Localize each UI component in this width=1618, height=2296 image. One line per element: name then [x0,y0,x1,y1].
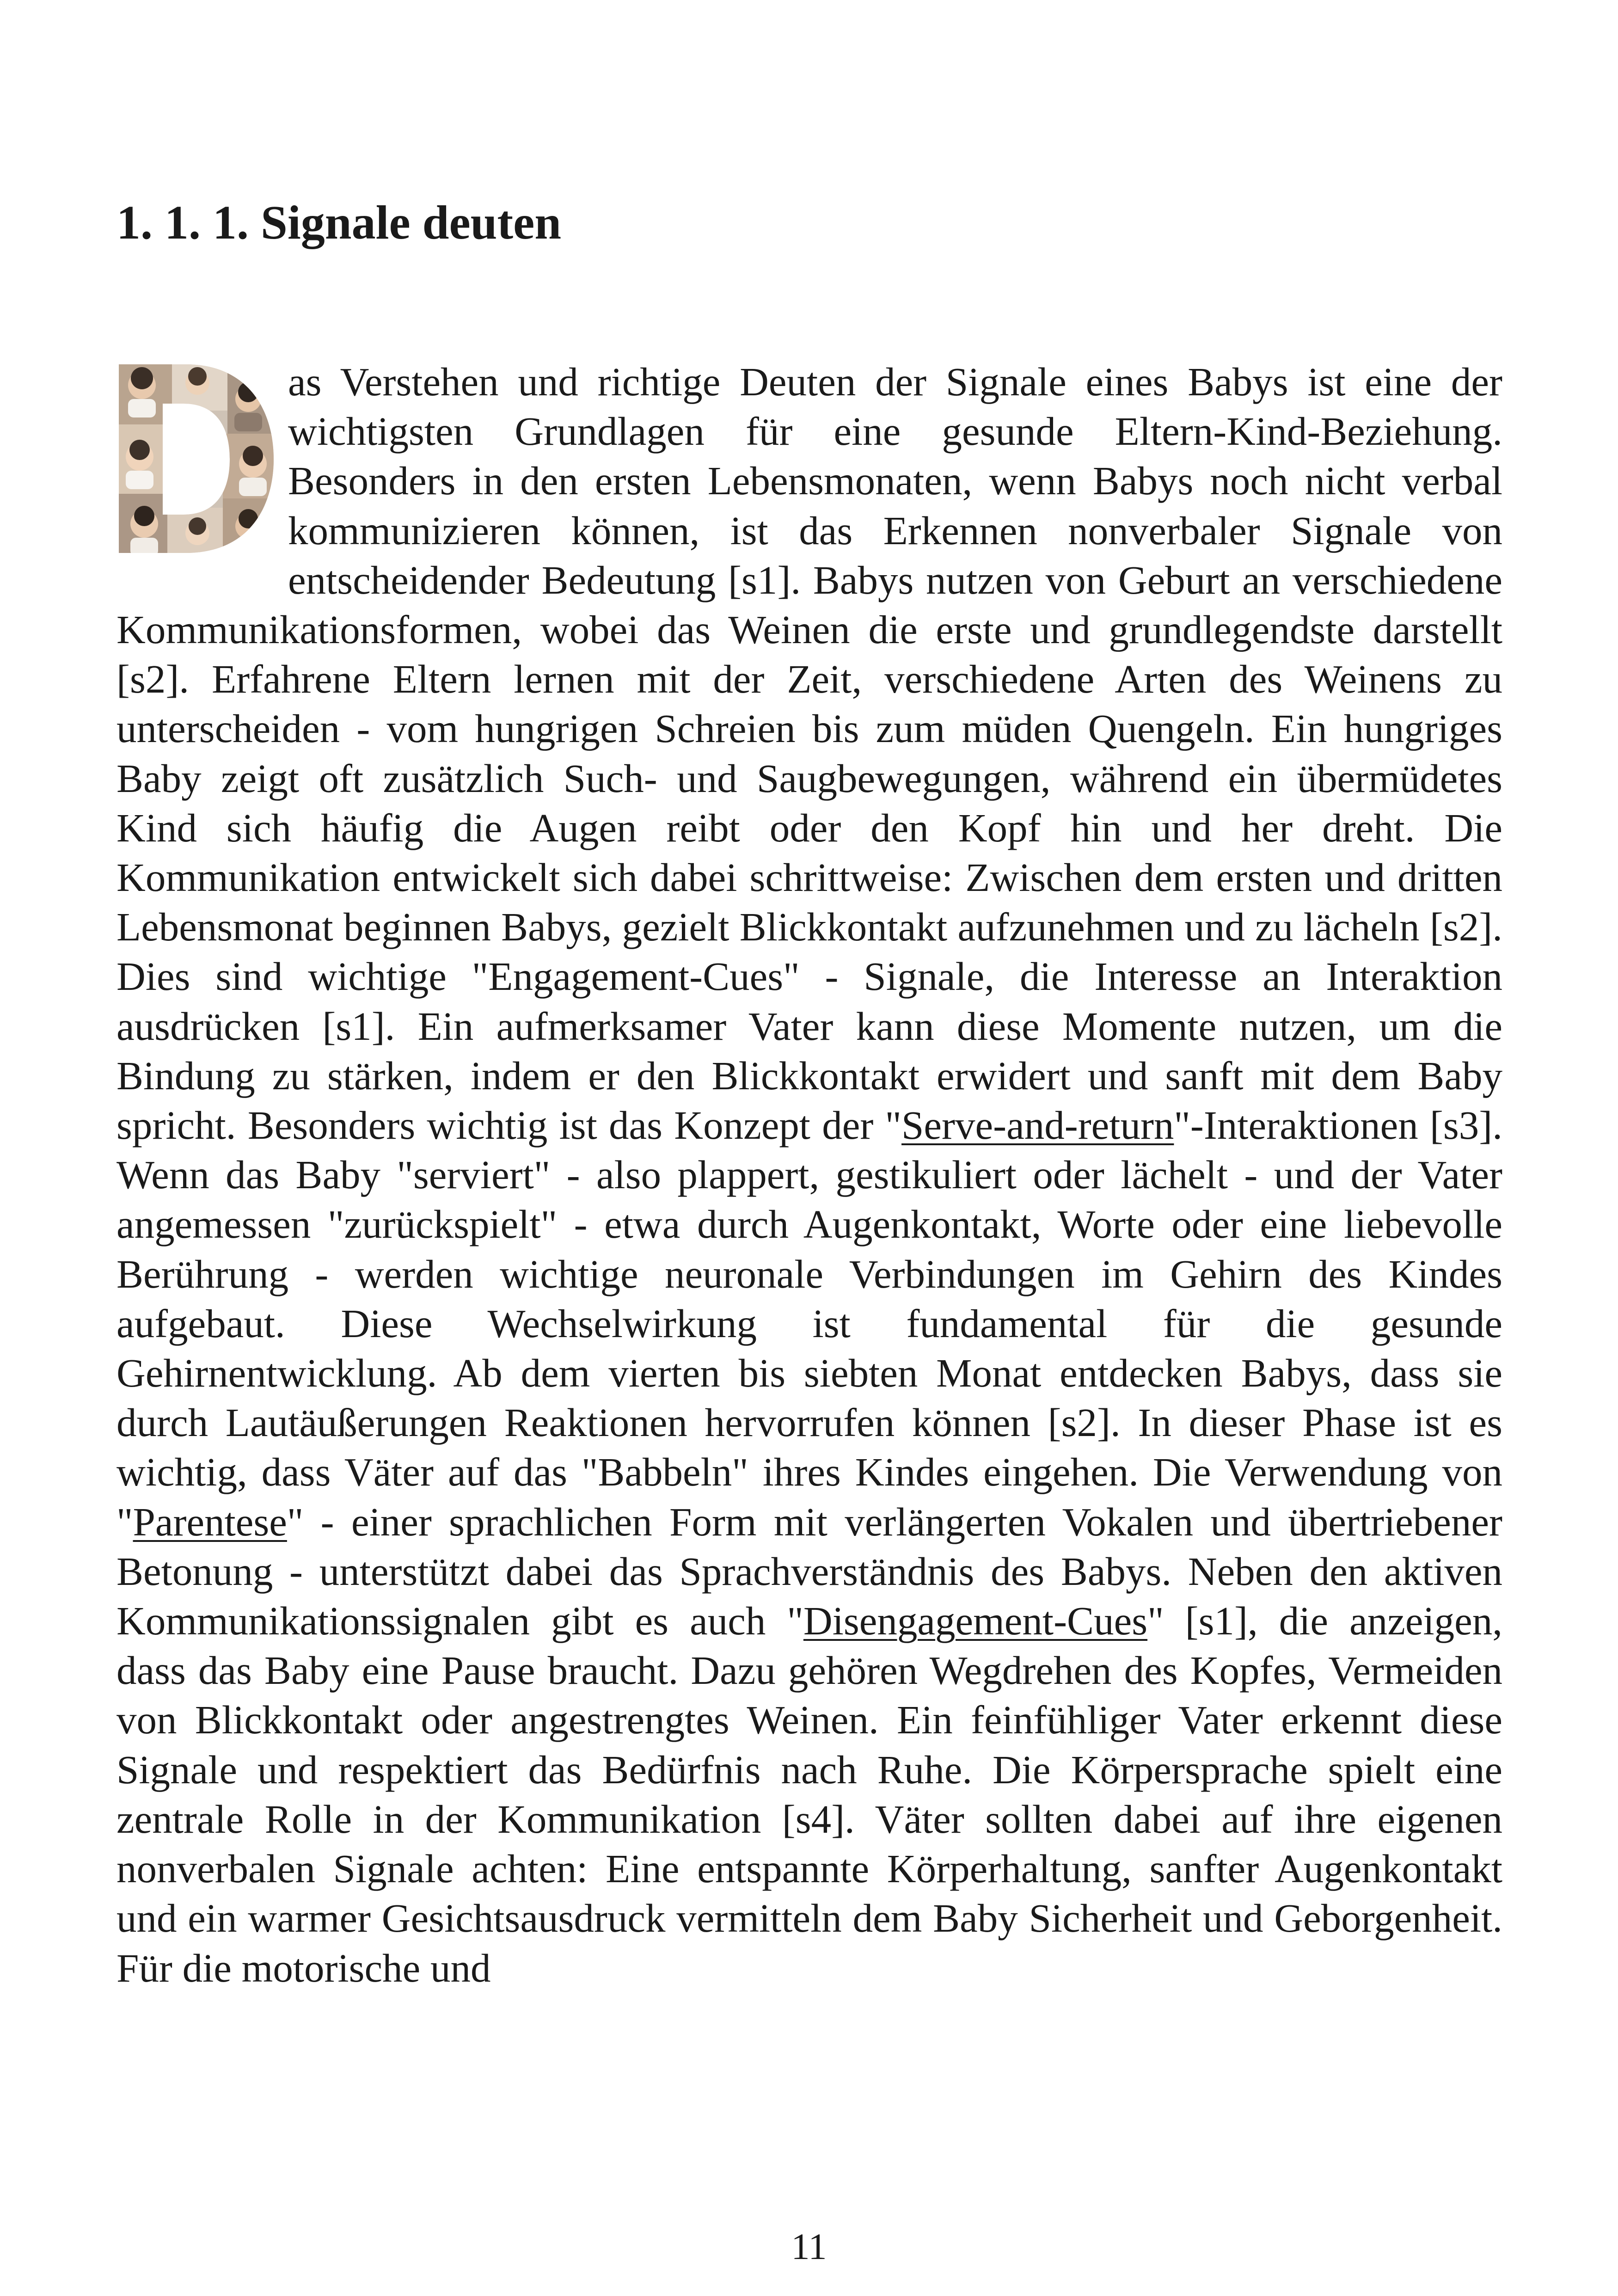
body-text-segment: " [s1], die anzeigen, dass das Baby eine Pause braucht. Dazu gehören Wegdrehen des Kopfes, Vermeiden von Blickkontakt oder angestrengtes Weinen. Ein feinfühliger Vater erkennt diese Signale und respektiert das Bedürfnis nach Ruhe. Die Körpersprache spielt eine zentrale Rolle in der Kommunikation [s4]. Väter sollten dabei auf ihre eigenen nonverbalen Signale achten: Eine entspannte Körperhaltung, sanfter Augenkontakt und ein warmer Gesichtsausdruck vermitteln dem Baby Sicherheit und Geborgenheit. Für die motorische und [116,1598,1502,1990]
serve-and-return-link[interactable]: Serve-and-return [901,1103,1174,1148]
section-heading: 1. 1. 1. Signale deuten [116,196,562,249]
body-text-segment: " - einer sprachlichen Form mit verlängerten Vokalen und übertriebener Betonung - unterstützt dabei das Sprachverständnis des Babys. Neben den aktiven Kommunikationssignalen gibt es auch " [116,1499,1502,1644]
body-text-segment: as Verstehen und richtige Deuten der Signale eines Babys ist eine der wichtigsten Grundlagen für eine gesunde Eltern-Kind-Beziehung. Besonders in den ersten Lebensmonaten, wenn Babys noch nicht verbal kommunizieren können, ist das Erkennen nonverbaler Signale von entscheidender Bedeutung [s1]. Babys nutzen von Geburt an verschiedene Kommunikationsformen, wobei das Weinen die erste und grundlegendste darstellt [s2]. Erfahrene Eltern lernen mit der Zeit, verschiedene Arten des Weinens zu unterscheiden - vom hungrigen Schreien bis zum müden Quengeln. Ein hungriges Baby zeigt oft zusätzlich Such- und Saugbewegungen, während ein übermüdetes Kind sich häufig die Augen reibt oder den Kopf hin und her dreht. Die Kommunikation entwickelt sich dabei schrittweise: Zwischen dem ersten und dritten Lebensmonat beginnen Babys, gezielt Blickkontakt aufzunehmen und zu lächeln [s2]. Dies sind wichtige "Engagement-Cues" - Signale, die Interesse an Interaktion ausdrücken [s1]. Ein aufmerksamer Vater kann diese Momente nutzen, um die Bindung zu stärken, indem er den Blickkontakt erwidert und sanft mit dem Baby spricht. Besonders wichtig ist das Konzept der " [116,359,1502,1148]
body-paragraph [116,357,1502,1993]
parentese-link[interactable]: Parentese [133,1499,287,1544]
disengagement-cues-link[interactable]: Disengagement-Cues [803,1598,1148,1644]
body-text-segment: "-Interaktionen [s3]. Wenn das Baby "serviert" - also plappert, gestikuliert oder lächelt - und der Vater angemessen "zurückspielt" - etwa durch Augenkontakt, Worte oder eine liebevolle Berührung - werden wichtige neuronale Verbindungen im Gehirn des Kindes aufgebaut. Diese Wechselwirkung ist fundamental für die gesunde Gehirnentwicklung. Ab dem vierten bis siebten Monat entdecken Babys, dass sie durch Lautäußerungen Reaktionen hervorrufen können [s2]. In dieser Phase ist es wichtig, dass Väter auf das "Babbeln" ihres Kindes eingehen. Die Verwendung von " [116,1103,1502,1544]
drop-cap-family-collage-icon [116,360,276,556]
page-number: 11 [791,2227,827,2267]
